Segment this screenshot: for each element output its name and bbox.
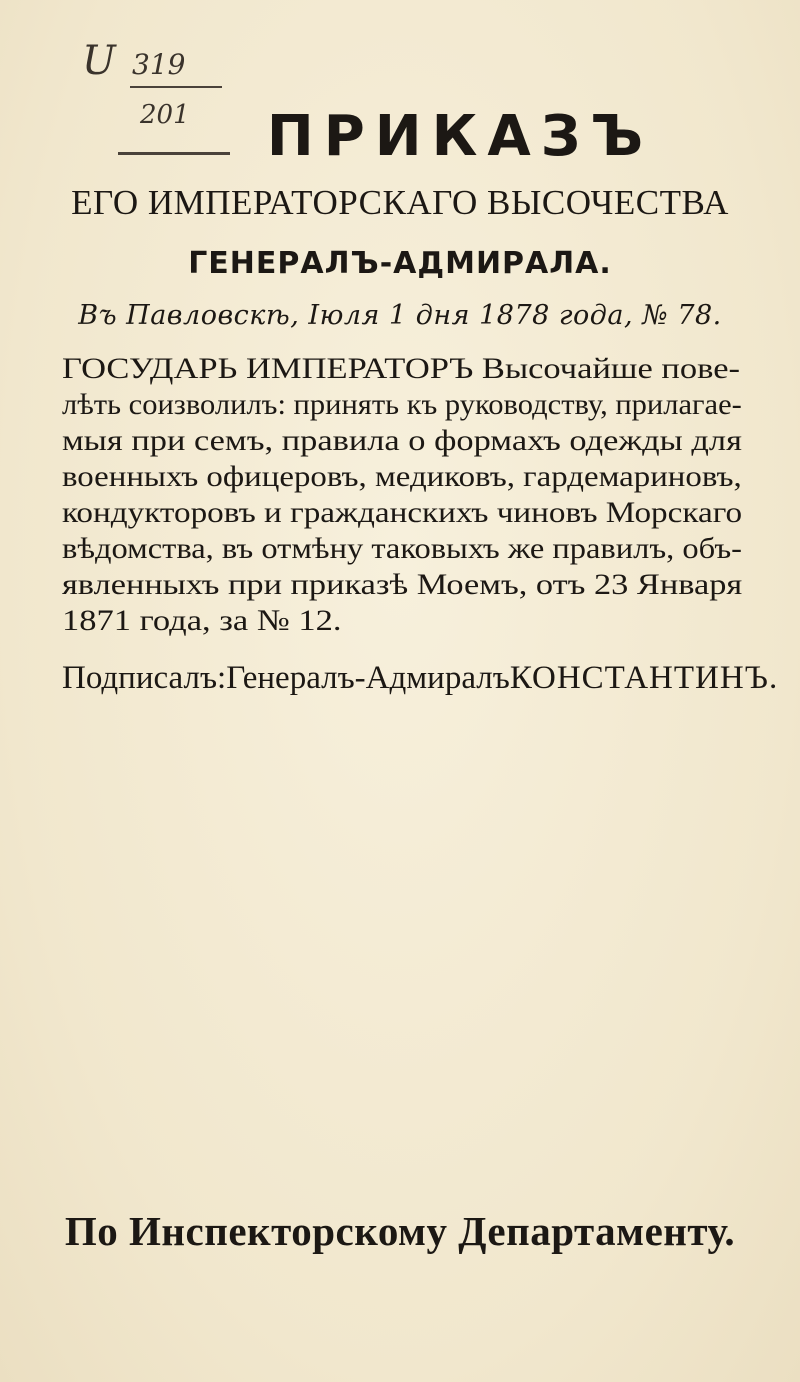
document-subtitle-rank: ГЕНЕРАЛЪ-АДМИРАЛА.: [188, 246, 612, 281]
department-footer: По Инспекторскому Департаменту.: [64, 1208, 736, 1254]
archive-mark: U: [82, 38, 112, 84]
body-line: лѣть соизволилъ: принять къ руководству, прилагае-: [62, 388, 742, 421]
archive-subnumber: 201: [140, 100, 190, 130]
signature-label: Подписалъ:: [62, 660, 227, 696]
signature-line: [62, 660, 779, 697]
dateline: Въ Павловскѣ, Іюля 1 дня 1878 года, № 78.: [78, 300, 722, 331]
body-line: 1871 года, за № 12.: [62, 604, 342, 637]
body-line: военныхъ офицеровъ, медиковъ, гардемариновъ,: [62, 460, 742, 493]
archive-number: 319: [132, 48, 186, 81]
body-line: явленныхъ при приказѣ Моемъ, отъ 23 Января: [62, 568, 743, 601]
signature-name: КОНСТАНТИНЪ.: [509, 660, 779, 696]
body-line: кондукторовъ и гражданскихъ чиновъ Морскаго: [62, 496, 743, 529]
body-line: мыя при семъ, правила о формахъ одежды для: [62, 424, 742, 457]
body-line: вѣдомства, въ отмѣну таковыхъ же правилъ, объ-: [62, 532, 743, 565]
document-title: ПРИКАЗЪ: [266, 104, 654, 169]
signature-title: Генералъ-Адмиралъ: [226, 660, 510, 696]
document-subtitle: ЕГО ИМПЕРАТОРСКАГО ВЫСОЧЕСТВА: [71, 183, 729, 222]
annotation-rule: [130, 86, 222, 88]
body-line: ГОСУДАРЬ ИМПЕРАТОРЪ Высочайше пове-: [62, 352, 741, 385]
